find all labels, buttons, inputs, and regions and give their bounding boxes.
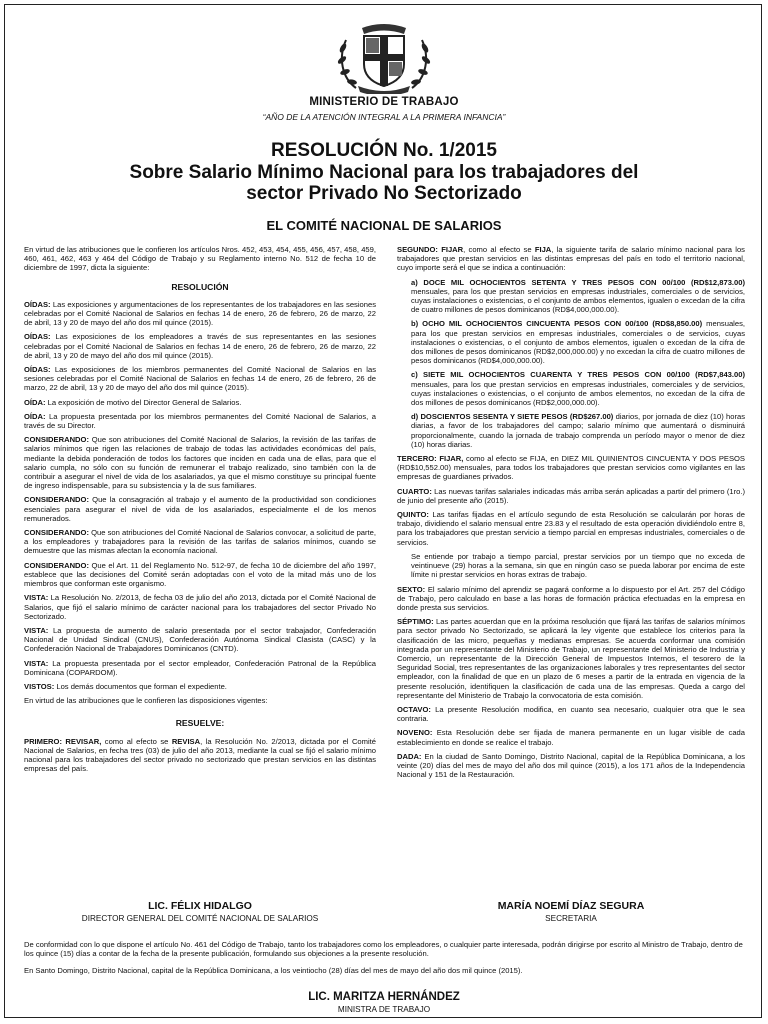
article-paragraph-text: Las partes acuerdan que en la próxima resolución que fijará las tarifas de salarios mínimos para sector privado No Sectorizado, se aplicará la ley vigente que establece los criterios para la clasificación de las micro, pequeñas y medianas empresas. Se acuerda conformar una comisión integrada por un representante del Ministerio de Trabajo, un representante del Ministerio de Industria y Comercio, un representante de la Dirección General de Impuestos Internos, el tesorero de la Seguridad Social, tres representantes de las organizaciones laborales y tres representantes del sector empleador, con la finalidad de que en un plazo de 6 meses a partir de la entrada en vigencia de la presente resolución, identifiquen la clasificación de cada una de las empresas. Queda a cargo del representante del Ministerio de Trabajo la convocatoria de esta comisión. [397,617,745,700]
resolution-paragraph-lead: VISTA: [24,658,49,668]
tariff-item-lead: c) SIETE MIL OCHOCIENTOS CUARENTA Y TRES PESOS CON 00/100 (RD$7,843.00) [411,370,745,380]
left-column [24,245,376,778]
tariff-item-text: mensuales, para los que prestan servicios en empresas industriales, comerciales o de servicios, cuyas instalaciones o existencias, o el conjunto de ambos elementos, igualen o excedan de la cifra de dos millones de pesos dominicanos (RD$2,000,000.00) y no excedan la cifra de cuatro millones de pesos dominicanos (RD$4,000,000.00). [411,319,745,366]
resolution-title-line1: Sobre Salario Mínimo Nacional para los trabajadores del [129,162,639,183]
article-paragraph [397,617,745,700]
article-paragraph-text: Se entiende por trabajo a tiempo parcial, prestar servicios por un tiempo que no exceda de veintinueve (29) horas a la semana, sin que en ningún caso se pueda laborar por encima de este límite ni prestar servicios en horas extras de trabajo. [411,551,745,580]
article-paragraph-text: Las nuevas tarifas salariales indicadas más arriba serán aplicadas a partir del primero (1ro.) de junio del presente año (2015). [397,486,745,505]
resolution-paragraph-text: La propuesta de aumento de salario presentada por el sector trabajador, Confederación Nacional de Unidad Sindical (CNUS), Confederación Autónoma Sindical Clasista (CASC) y la Confederación Nacional de Trabajadores Dominicanos (CNTD). [24,625,376,654]
resolution-paragraph-lead: OÍDA: [24,411,46,421]
article-paragraph-text: El salario mínimo del aprendiz se pagará conforme a lo dispuesto por el Art. 257 del Código de Trabajo, pero calculado en base a las horas de formación práctica efectuadas en la empresa en donde presta sus servicios. [397,584,745,612]
signer-name: LIC. FÉLIX HIDALGO [148,900,252,912]
signer-role: MINISTRA DE TRABAJO [337,1005,431,1014]
article-paragraph-text: Esta Resolución debe ser fijada de manera permanente en un lugar visible de cada establecimiento en donde se realice el trabajo. [397,728,745,747]
resolution-paragraph-text: La Resolución No. 2/2013, de fecha 03 de julio del año 2013, dictada por el Comité Nacional de Salarios, que fijó el salario mínimo de carácter nacional para los trabajadores del sector Privado No Sectorizado. [24,593,376,621]
signer-name: MARÍA NOEMÍ DÍAZ SEGURA [497,900,645,912]
article-paragraph-lead: CUARTO: [397,486,432,496]
resolution-title [0,162,768,204]
left-paragraph-list [24,300,376,706]
primero-paragraph [24,737,376,774]
resolution-paragraph-text: Que el Art. 11 del Reglamento No. 512-97, de fecha 10 de diciembre del año 1997, establece que las decisiones del Comité serán adoptadas con el voto de la mitad más uno de los miembros que conforman este organismo. [24,560,376,589]
article-paragraph [397,728,745,746]
primero-text: como al efecto se [101,736,172,746]
tariff-item [411,370,745,407]
resolution-paragraph-lead: OÍDAS: [24,332,51,342]
coat-of-arms-icon [334,18,434,94]
tariff-item [411,278,745,315]
resolution-paragraph-text: Que son atribuciones del Comité Nacional de Salarios convocar, a solicitud de parte, a los empleadores y trabajadores para la revisión de las tarifas de salarios mínimos, cuando se demuestre que las mismas afectan la economía nacional. [24,528,376,556]
segundo-bold: FIJA [534,245,552,254]
article-paragraph [397,454,745,482]
signer-role: SECRETARIA [545,914,597,923]
tariff-item-text: mensuales, para los que prestan servicios en empresas industriales, comerciales o de servicios, cuyas instalaciones o existencias, o el conjunto de ambos elementos, igualen o excedan de la cifra de cuatro millones de pesos dominicanos (RD$4,000,000.00). [411,286,745,315]
tariff-item-text: mensuales, para los que prestan servicios en empresas industriales, comerciales y de servicios, cuyas instalaciones o existencias, o el conjunto de ambos elementos, no excedan de la cifra de dos millones de pesos dominicanos (RD$2,000,000.00). [411,379,745,408]
resolution-paragraph [24,332,376,360]
resolution-paragraph [24,659,376,677]
resolution-paragraph [24,561,376,589]
segundo-text-end: , la siguiente tarifa de salario mínimo nacional para los trabajadores que prestan servicios en las distintas empresas del país en todo el territorio nacional, cuyo importe será el que se indica a continuación: [397,245,745,273]
primero-text-end: , la Resolución No. 2/2013, dictada por el Comité Nacional de Salarios, en fecha tres (03) de julio del año 2013, mediante la cual se fijó el salario mínimo nacional para los trabajadores del sector privado no sectorizado que prestan servicios en las distintas empresas del país. [24,736,376,774]
signature-minister [0,991,768,1014]
resolution-number: RESOLUCIÓN No. 1/2015 [271,140,497,161]
article-paragraph-lead: OCTAVO: [397,704,431,714]
tariff-item-lead: d) DOSCIENTOS SESENTA Y SIETE PESOS (RD$267.00) [411,412,614,422]
resuelve-heading: RESUELVE: [175,718,225,729]
resolution-paragraph [24,435,376,490]
article-paragraph-text: En la ciudad de Santo Domingo, Distrito Nacional, capital de la República Dominicana, a los veinte (20) días del mes de mayo del año dos mil quince (2015), a los 171 años de la Independencia Nacional y 151 de la Restauración. [397,751,745,780]
resolution-paragraph-text: Las exposiciones y argumentaciones de los representantes de los trabajadores en las sesiones celebradas por el Comité Nacional de Salarios en fechas 14 de enero, 26 de febrero, 26 de marzo, 22 de abril, 13 y 20 de mayo del año dos mil quince (2015). [24,299,376,328]
tariff-item [411,412,745,449]
resolution-paragraph-text: La propuesta presentada por los miembros permanentes del Comité Nacional de Salarios, a través de su Director. [24,411,376,431]
signer-role: DIRECTOR GENERAL DEL COMITÉ NACIONAL DE SALARIOS [81,914,319,923]
article-paragraph [397,510,745,547]
right-column [397,245,745,784]
resolution-paragraph [24,626,376,654]
resolution-paragraph-lead: OÍDAS: [24,365,51,375]
resolution-paragraph-lead: VISTA: [24,593,49,603]
resolution-paragraph [24,696,376,705]
article-paragraph [397,585,745,613]
segundo-paragraph [397,245,745,273]
resolution-paragraph-text: En virtud de las atribuciones que le confieren las disposiciones vigentes: [24,696,268,706]
resolution-paragraph [24,495,376,523]
resolution-title-line2: sector Privado No Sectorizado [246,183,522,204]
resolution-paragraph [24,528,376,556]
resolution-paragraph-lead: CONSIDERANDO: [24,435,89,445]
article-paragraph-lead: TERCERO: FIJAR, [397,454,464,464]
signature-director [24,900,376,923]
primero-bold: REVISA [171,736,201,746]
tariff-item-text: diarios, por jornada de diez (10) horas diarias, a favor de los trabajadores del campo; salario mínimo que aumentará o disminuirá proporcionalmente, cuando la jornada de trabajo comprenda un período mayor o menor de diez (10) horas diarias. [411,412,745,449]
objection-notice: De conformidad con lo que dispone el artículo No. 461 del Código de Trabajo, tanto los trabajadores como los empleadores, o cualquier parte interesada, podrán dirigirse por escrito al Ministro de Trabajo, dentro de los quince (15) días a contar de la fecha de la presente publicación, formulando sus objeciones a la presente resolución. [24,940,743,959]
resolution-paragraph-text: La exposición de motivo del Director General de Salarios. [45,397,242,407]
resolution-paragraph-text: Los demás documentos que forman el expediente. [54,681,227,691]
resolution-paragraph-lead: VISTA: [24,625,49,635]
article-paragraph [397,705,745,723]
article-paragraph-lead: DADA: [397,751,422,761]
tariff-item-lead: b) OCHO MIL OCHOCIENTOS CINCUENTA PESOS CON 00/100 (RD$8,850.00) [411,319,703,329]
article-paragraph-lead: SÉPTIMO: [397,617,434,627]
article-paragraph-text: como al efecto se FIJA, en DIEZ MIL QUINIENTOS CINCUENTA Y DOS PESOS (RD$10,552.00) mensuales, para todos los trabajadores que prestan servicios como vigilantes en las empresas de guardianes privados. [397,454,745,482]
resolution-paragraph-lead: VISTOS: [24,681,55,691]
article-paragraph [397,487,745,505]
ministry-name: MINISTERIO DE TRABAJO [309,96,459,108]
tariff-item [411,319,745,365]
article-paragraph-lead: NOVENO: [397,728,433,738]
year-motto: “AÑO DE LA ATENCIÓN INTEGRAL A LA PRIMERA INFANCIA” [262,112,506,122]
resolution-paragraph [24,300,376,328]
resolution-paragraph-lead: OÍDAS: [24,299,51,309]
resolucion-heading: RESOLUCIÓN [171,281,229,292]
resolution-paragraph [24,398,376,407]
resolution-paragraph-text: Las exposiciones de los miembros permanentes del Comité Nacional de Salarios en las sesiones celebradas por el Comité Nacional de Salarios en fechas 14 de enero, 26 de febrero, 26 de marzo, 22 de abril, 13 y 20 de mayo del año dos mil quince (2015). [24,365,376,393]
tariff-item-list [397,278,745,449]
resolution-paragraph [24,365,376,393]
intro-paragraph: En virtud de las atribuciones que le confieren los artículos Nros. 452, 453, 454, 455, 456, 457, 458, 459, 460, 461, 462, 463 y 464 del Código de Trabajo y su Reglamento interno No. 512 de fecha 10 de diciembre de 1997, dicta la siguiente: [24,245,376,273]
segundo-lead: SEGUNDO: FIJAR [397,245,464,254]
tariff-item-lead: a) DOCE MIL OCHOCIENTOS SETENTA Y TRES PESOS CON 00/100 (RD$12,873.00) [411,277,745,287]
signer-name: LIC. MARITZA HERNÁNDEZ [308,991,460,1003]
signature-secretary [397,900,745,923]
article-paragraph [397,752,745,780]
resolution-paragraph [24,682,376,691]
article-paragraph-text: La presente Resolución modifica, en cuanto sea necesario, cualquier otra que le sea contraria. [397,704,745,724]
resolution-paragraph-text: Que son atribuciones del Comité Nacional de Salarios, la revisión de las tarifas de salarios mínimos que rigen las relaciones de trabajo de todas las actividades económicas del país, mediante la debida ponderación de todos los factores que inciden en cada una de ellas, para que el salario cumpla, no sólo con su función de remunerar el trabajo realizado, sino también con la de contribuir a asegurar el nivel de vida de los asalariados, ya que el mismo constituye su principal fuente de ingreso indispensable, para su subsistencia y la de sus familiares. [24,435,376,491]
resolution-paragraph-lead: CONSIDERANDO: [24,560,89,570]
article-paragraph-lead: QUINTO: [397,510,429,520]
resolution-paragraph-lead: CONSIDERANDO: [24,495,89,505]
segundo-text: , como al efecto se [463,245,535,254]
article-paragraph-text: Las tarifas fijadas en el artículo segundo de esta Resolución se calcularán por horas de trabajo, dividiendo el salario mensual entre 23.83 y el resultado de esta operación dividiéndolo entre 8, para los trabajadores que prestan servicio a tiempo parcial en empresas industriales, comerciales o de servicios. [397,510,745,547]
publication-date: En Santo Domingo, Distrito Nacional, capital de la República Dominicana, a los veintiocho (28) días del mes de mayo del año dos mil quince (2015). [24,966,523,975]
resolution-paragraph [24,593,376,621]
resolution-paragraph-text: La propuesta presentada por el sector empleador, Confederación Patronal de la República Dominicana (COPARDOM). [24,658,376,677]
resolution-paragraph-text: Que la consagración al trabajo y el aumento de la productividad son condiciones esenciales para asegurar el nivel de vida de los asalariados, especialmente el de los menos remunerados. [24,495,376,523]
resolution-paragraph-lead: CONSIDERANDO: [24,528,89,538]
resolution-paragraph [24,412,376,430]
article-paragraph-lead: SEXTO: [397,584,426,594]
resolution-paragraph-text: Las exposiciones de los empleadores a través de sus representantes en las sesiones celebradas por el Comité Nacional de Salarios en fechas 14 de enero, 26 de febrero, 26 de marzo, 22 de abril, 13 y 20 de mayo del año dos mil quince (2015). [24,332,376,360]
primero-lead: PRIMERO: REVISAR, [24,736,102,746]
right-paragraph-list [397,454,745,779]
resolution-paragraph-lead: OÍDA: [24,397,46,407]
committee-heading: EL COMITÉ NACIONAL DE SALARIOS [266,218,502,233]
article-paragraph [397,552,745,580]
